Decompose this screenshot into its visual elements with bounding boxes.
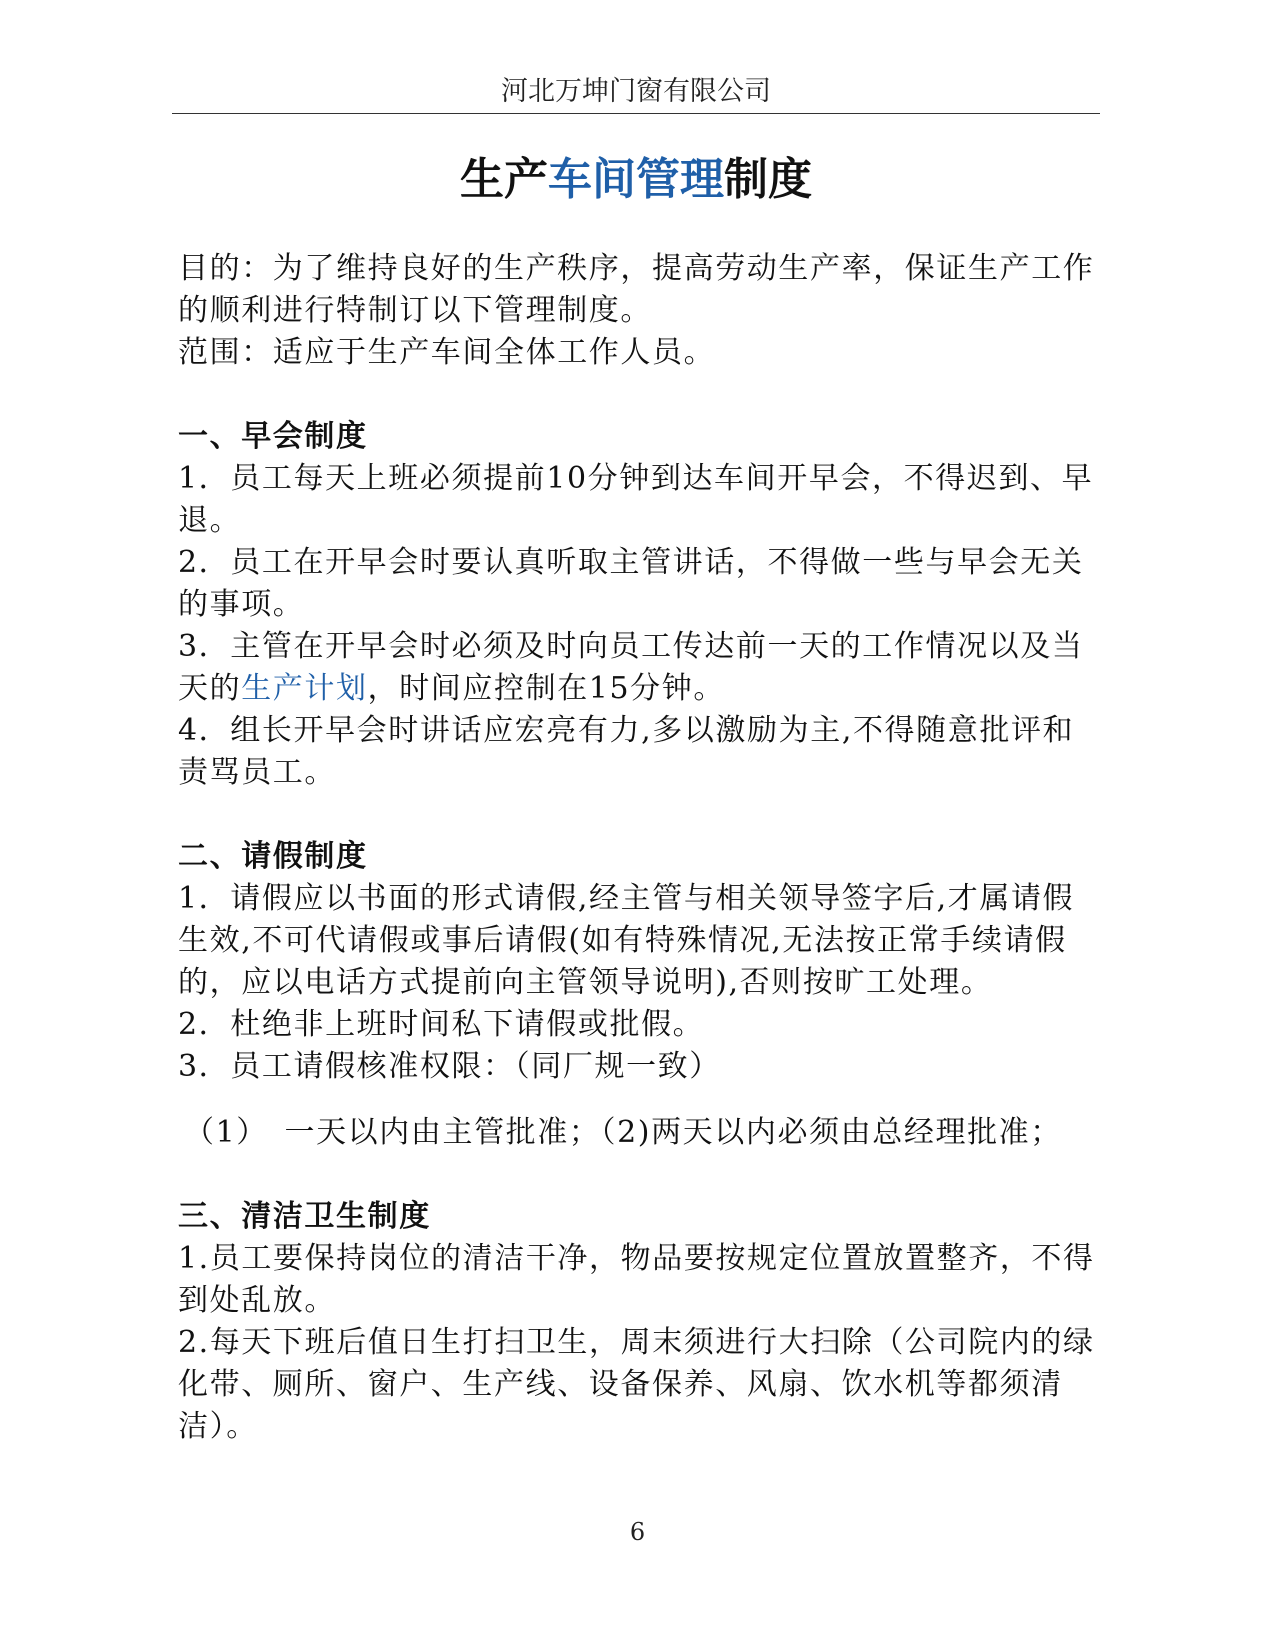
header-divider (172, 113, 1100, 114)
approval-sub-items: （1） 一天以内由主管批准；（2)两天以内必须由总经理批准； (184, 1115, 1062, 1150)
section-heading-leave: 二、请假制度 (178, 839, 368, 874)
title-part-3: 制度 (724, 154, 812, 205)
list-item: 4．组长开早会时讲话应宏亮有力,多以激励为主,不得随意批评和责骂员工。 (178, 713, 1075, 790)
title-part-2-highlight: 车间管理 (548, 154, 724, 205)
list-item: 1．请假应以书面的形式请假,经主管与相关领导签字后,才属请假生效,不可代请假或事后请假(如有特殊情况,无法按正常手续请假的，应以电话方式提前向主管领导说明),否则按旷工处理。 (178, 881, 1075, 1000)
production-plan-link[interactable]: 生产计划 (241, 671, 368, 706)
list-item: 3．员工请假核准权限：（同厂规一致） (178, 1049, 721, 1084)
list-item-text: ，时间应控制在15分钟。 (367, 671, 725, 706)
list-item (178, 626, 1098, 710)
document-body (178, 248, 1098, 1448)
spacer (178, 794, 1098, 836)
title-part-1: 生产 (460, 154, 548, 205)
document-title (172, 148, 1100, 212)
list-item: 2．员工在开早会时要认真听取主管讲话，不得做一些与早会无关的事项。 (178, 545, 1084, 622)
list-item: 2.每天下班后值日生打扫卫生，周末须进行大扫除（公司院内的绿化带、厕所、窗户、生产线、设备保养、风扇、饮水机等都须清洁）。 (178, 1325, 1095, 1444)
list-item: 2．杜绝非上班时间私下请假或批假。 (178, 1007, 705, 1042)
spacer (178, 1154, 1098, 1196)
page-header-company: 河北万坤门窗有限公司 (501, 76, 771, 107)
list-item: 1．员工每天上班必须提前10分钟到达车间开早会，不得迟到、早退。 (178, 461, 1094, 538)
list-item: 1.员工要保持岗位的清洁干净，物品要按规定位置放置整齐，不得到处乱放。 (178, 1241, 1095, 1318)
scope-paragraph: 范围：适应于生产车间全体工作人员。 (178, 335, 716, 370)
section-heading-morning-meeting: 一、早会制度 (178, 419, 368, 454)
list-item-text: 3．主管在开早会时必须及时向员工传达前一天的工作情况以及当天的 (178, 629, 1084, 706)
section-heading-cleaning: 三、清洁卫生制度 (178, 1199, 431, 1234)
purpose-paragraph: 目的：为了维持良好的生产秩序，提高劳动生产率，保证生产工作的顺利进行特制订以下管理制度。 (178, 251, 1095, 328)
page-number: 6 (629, 1518, 646, 1546)
spacer (178, 1088, 1098, 1112)
spacer (178, 374, 1098, 416)
